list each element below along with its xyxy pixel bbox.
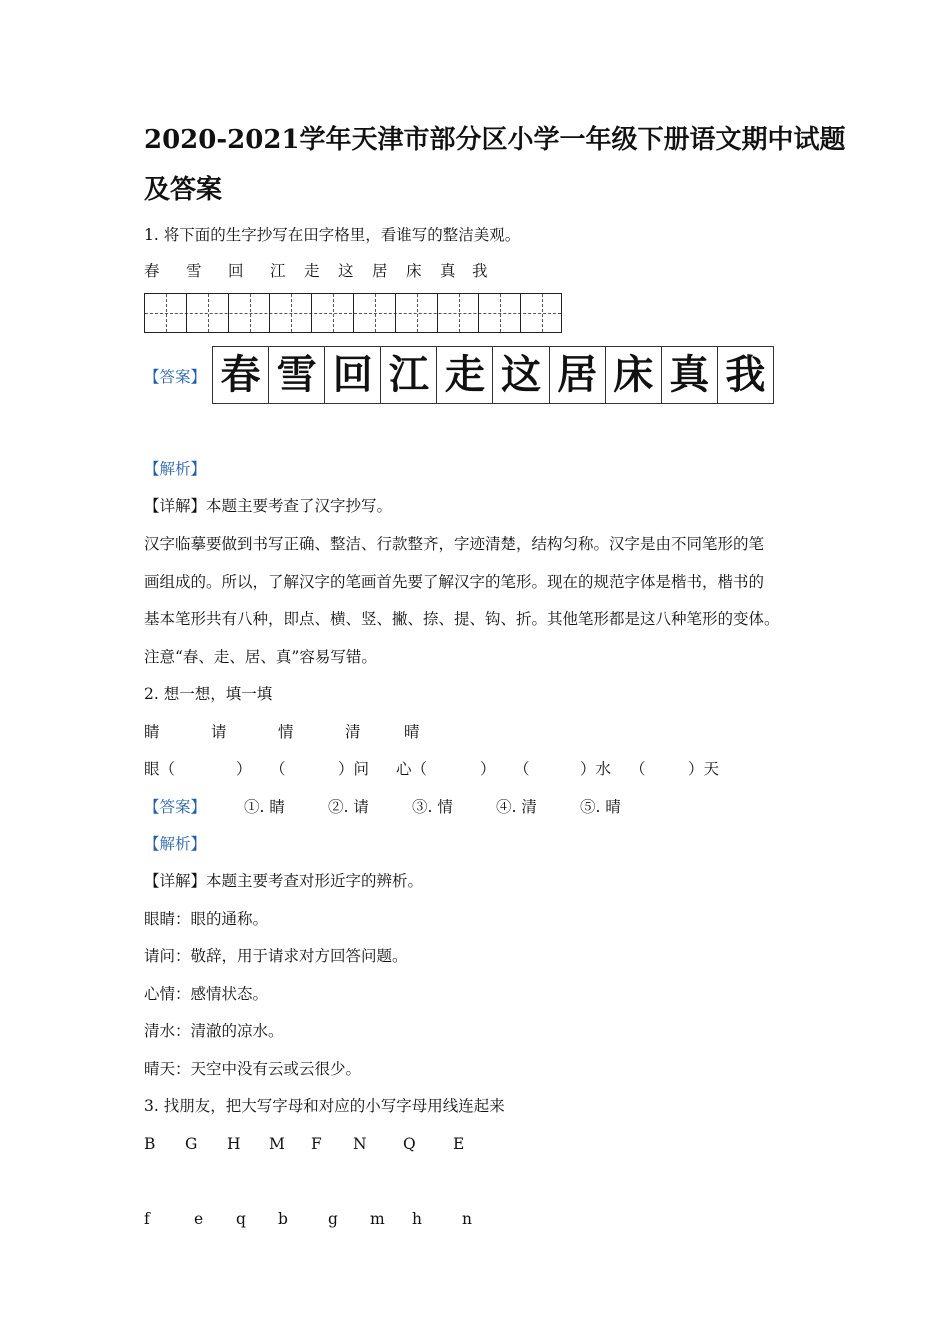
q3-lower: g: [328, 1210, 338, 1228]
q2-blank: ）问: [338, 760, 370, 778]
q2-blank: 眼（: [144, 760, 176, 778]
q3-upper: F: [311, 1135, 322, 1153]
q1-answer-image: [212, 346, 774, 404]
q2-blank: （: [514, 760, 530, 778]
q1-para: 汉字临摹要做到书写正确、整洁、行款整齐，字迹清楚，结构匀称。汉字是由不同笔形的笔: [144, 535, 765, 553]
detail-text: 本题主要考查了汉字抄写。: [206, 497, 393, 515]
q3-lower: e: [194, 1210, 204, 1228]
q2-detail: [144, 870, 423, 892]
q1-detail: [144, 495, 392, 517]
q2-option: 睛: [144, 723, 160, 741]
q2-explain: 请问：敬辞，用于请求对方回答问题。: [144, 947, 408, 965]
q1-char: 这: [338, 262, 354, 280]
q1-analysis-tag: 【解析】: [144, 460, 207, 478]
q2-blank: ）天: [688, 760, 720, 778]
q2-blank: ）水: [580, 760, 612, 778]
detail-text: 本题主要考查对形近字的辨析。: [206, 872, 424, 890]
grid-dash: [166, 294, 167, 332]
answer-char: 床: [606, 347, 662, 403]
answer-char: 真: [662, 347, 718, 403]
q3-lower: q: [236, 1210, 246, 1228]
q3-lower: h: [412, 1210, 422, 1228]
grid-dash: [208, 294, 209, 332]
q1-char: 春: [144, 262, 160, 280]
q1-answer-tag: 【答案】: [144, 368, 207, 386]
q2-explain: 晴天：天空中没有云或云很少。: [144, 1060, 362, 1078]
q1-char: 雪: [186, 262, 202, 280]
q2-option: 请: [211, 723, 227, 741]
q1-para: 画组成的。所以，了解汉字的笔画首先要了解汉字的笔形。现在的规范字体是楷书，楷书的: [144, 573, 765, 591]
answer-char: 我: [725, 351, 766, 398]
q1-para: 基本笔形共有八种，即点、横、竖、撇、捺、提、钩、折。其他笔形都是这八种笔形的变体。: [144, 610, 780, 628]
q1-char: 居: [372, 262, 388, 280]
grid-dash: [291, 294, 292, 332]
grid-dash: [542, 294, 543, 332]
q1-char: 江: [270, 262, 286, 280]
question-3-prompt: 3. 找朋友，把大写字母和对应的小写字母用线连起来: [144, 1097, 505, 1115]
q3-lower: f: [144, 1210, 150, 1228]
grid-dash: [417, 294, 418, 332]
q1-char: 床: [406, 262, 422, 280]
grid-dash: [459, 294, 460, 332]
q3-upper: G: [185, 1135, 198, 1153]
grid-dash: [375, 294, 376, 332]
detail-tag: 【详解】: [144, 497, 207, 515]
answer-char: 江: [381, 347, 437, 403]
q1-char: 我: [472, 262, 488, 280]
q2-option: 情: [278, 723, 294, 741]
q2-blank: （: [270, 760, 286, 778]
q1-char: 真: [440, 262, 456, 280]
q2-answer: ⑤. 晴: [580, 798, 621, 816]
question-1-prompt: 1. 将下面的生字抄写在田字格里，看谁写的整洁美观。: [144, 226, 521, 244]
q2-answer: ③. 情: [412, 798, 453, 816]
answer-char: 居: [550, 347, 606, 403]
page-title-line2: 及答案: [144, 175, 223, 205]
q2-answer: ②. 请: [328, 798, 369, 816]
q1-char: 回: [228, 262, 244, 280]
q3-upper: M: [269, 1135, 285, 1153]
q2-blank: ）: [236, 760, 252, 778]
q2-answer-tag: 【答案】: [144, 798, 207, 816]
grid-dash: [500, 294, 501, 332]
q2-blank: （: [630, 760, 646, 778]
page-title: 2020-2021学年天津市部分区小学一年级下册语文期中试题: [144, 125, 846, 155]
q2-explain: 心情：感情状态。: [144, 985, 269, 1003]
answer-char: 春: [213, 347, 269, 403]
q3-upper: B: [144, 1135, 156, 1153]
q1-para: 注意“春、走、居、真”容易写错。: [144, 648, 377, 666]
tianzige-grid: [144, 293, 562, 333]
q2-option: 清: [345, 723, 361, 741]
q3-upper: N: [353, 1135, 367, 1153]
detail-tag: 【详解】: [144, 872, 207, 890]
grid-dash: [333, 294, 334, 332]
answer-char: 雪: [269, 347, 325, 403]
q2-explain: 清水：清澈的凉水。: [144, 1022, 284, 1040]
q2-analysis-tag: 【解析】: [144, 835, 207, 853]
q2-explain: 眼睛：眼的通称。: [144, 910, 269, 928]
answer-char: 这: [493, 347, 549, 403]
q3-upper: Q: [403, 1135, 416, 1153]
answer-char: 走: [437, 347, 493, 403]
q3-lower: m: [370, 1210, 385, 1228]
answer-char: 回: [325, 347, 381, 403]
q3-upper: E: [453, 1135, 465, 1153]
q3-lower: n: [462, 1210, 472, 1228]
grid-dash: [250, 294, 251, 332]
q2-answer: ①. 睛: [244, 798, 285, 816]
question-2-prompt: 2. 想一想，填一填: [144, 685, 273, 703]
q1-char: 走: [304, 262, 320, 280]
q2-answer: ④. 清: [496, 798, 537, 816]
q3-lower: b: [278, 1210, 288, 1228]
q3-upper: H: [227, 1135, 241, 1153]
q2-blank: 心（: [396, 760, 428, 778]
q2-option: 晴: [404, 723, 420, 741]
q2-blank: ）: [480, 760, 496, 778]
